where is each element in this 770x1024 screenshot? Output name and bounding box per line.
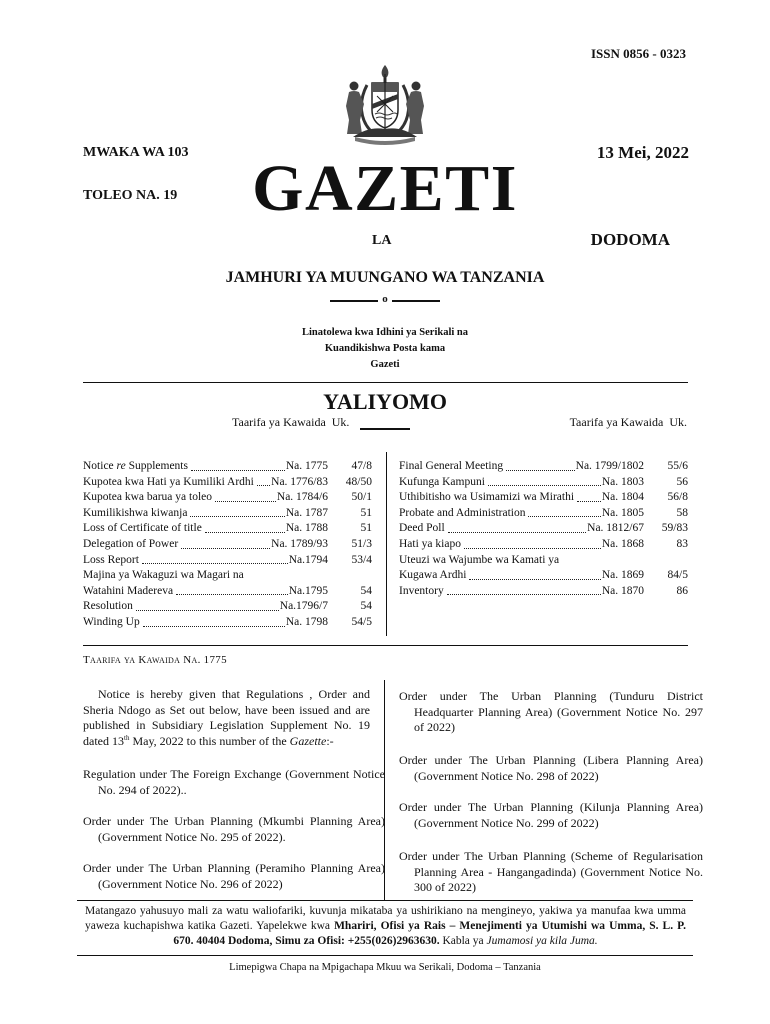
title-connector: LA: [372, 233, 392, 248]
dot-leader: [190, 516, 284, 517]
legislation-item: Order under The Urban Planning (Kilunja Planning Area) (Government Notice No. 299 of 2022): [399, 800, 703, 830]
toc-notice-number: Na. 1805: [601, 506, 644, 519]
publication-place: DODOMA: [590, 230, 670, 249]
toc-page-number: 47/8: [351, 460, 372, 472]
dot-leader: [191, 470, 285, 471]
dot-leader: [181, 548, 270, 549]
dot-leader: [205, 532, 285, 533]
gazette-title: GAZETI: [252, 152, 518, 225]
toc-entry-title: Inventory: [399, 584, 444, 597]
contents-right-list: [399, 459, 688, 599]
dot-leader: [142, 563, 288, 564]
toc-page-number: 56/8: [667, 491, 688, 504]
toc-entry-continued: [83, 568, 372, 584]
toc-entry-title: Hati ya kiapo: [399, 537, 461, 550]
title-text: Notice: [83, 460, 117, 472]
body-column-divider: [384, 680, 385, 900]
legislation-item: Order under The Urban Planning (Libera Planning Area) (Government Notice No. 298 of 2022): [399, 753, 703, 783]
toc-notice-number: Na. 1868: [601, 537, 644, 550]
toc-entry: [83, 553, 372, 569]
toc-entry-title: Deed Poll: [399, 522, 445, 535]
toc-page-number: 51: [360, 522, 372, 535]
toc-page-number: 53/4: [351, 553, 372, 566]
toc-entry-title: Watahini Madereva: [83, 584, 174, 597]
toc-page-number: 54: [360, 600, 372, 613]
toc-page-number: 84/5: [667, 569, 688, 582]
dot-leader: [215, 501, 276, 502]
toc-entry: [83, 615, 372, 631]
toc-notice-number: Na.1795: [288, 584, 328, 597]
registration-line: Kuandikishwa Posta kama: [324, 343, 446, 354]
coat-of-arms-emblem: [341, 64, 429, 148]
title-italic-text: re: [116, 460, 126, 472]
dot-leader: [488, 485, 601, 486]
toc-entry: [399, 459, 688, 475]
toc-notice-number: Na. 1776/83: [271, 475, 328, 488]
toc-page-number: 59/83: [661, 522, 688, 535]
toc-page-number: 83: [676, 537, 688, 550]
toc-page-number: 50/1: [351, 491, 372, 504]
issue-number: TOLEO NA. 19: [83, 188, 178, 203]
contents-title: YALIYOMO: [323, 389, 447, 414]
toc-entry-title: Kupotea kwa Hati ya Kumiliki Ardhi: [83, 475, 254, 488]
dot-leader: [469, 579, 600, 580]
toc-notice-number: Na. 1788: [285, 522, 328, 535]
printer-imprint: Limepigwa Chapa na Mpigachapa Mkuu wa Serikali, Dodoma – Tanzania: [229, 962, 541, 973]
submission-deadline: Jumamosi ya kila Juma.: [486, 935, 598, 947]
legislation-item: Order under The Urban Planning (Mkumbi Planning Area) (Government Notice No. 295 of 2022).: [83, 814, 385, 844]
toc-page-number: 54/5: [351, 615, 372, 628]
toc-page-number: 54: [360, 584, 372, 597]
toc-page-number: 48/50: [345, 475, 372, 488]
submission-notice-text: Kabla ya: [439, 935, 487, 947]
legislation-item: Order under The Urban Planning (Scheme of Regularisation Planning Area - Hangangadinda) (Government Notice No. 300 of 2022): [399, 849, 703, 895]
toc-entry-title: Kufunga Kampuni: [399, 475, 485, 488]
issue-date: 13 Mei, 2022: [596, 143, 689, 162]
right-supporter-figure: [406, 82, 424, 135]
notice-intro-text: May, 2022 to this number of the: [129, 733, 290, 748]
toc-page-number: 51/3: [351, 537, 372, 550]
toc-entry-title: Final General Meeting: [399, 460, 504, 472]
toc-notice-number: Na.1796/7: [279, 600, 328, 613]
ornament-rule-left: [330, 300, 378, 302]
editor-address: Mhariri, Ofisi ya Rais – Menejimenti ya Utumishi wa Umma, S. L. P. 670. 40404 Dodoma, Simu za Ofisi: +255(026)2963630.: [173, 920, 686, 947]
registration-line: Linatolewa kwa Idhini ya Serikali na: [302, 327, 468, 338]
ornament-mark: o: [382, 293, 388, 305]
toc-notice-number: Na. 1775: [285, 460, 328, 472]
toc-page-number: 56: [676, 475, 688, 488]
ornament-rule-right: [392, 300, 440, 302]
toc-notice-number: Na. 1870: [601, 584, 644, 597]
toc-entry: [83, 506, 372, 522]
toc-entry: [83, 537, 372, 553]
title-text: Supplements: [125, 460, 188, 472]
dot-leader: [577, 501, 601, 502]
toc-notice-number: Na. 1799/1802: [575, 460, 644, 472]
toc-entry-title: Delegation of Power: [83, 537, 179, 550]
masthead-divider: [83, 382, 688, 383]
toc-entry: [399, 521, 688, 537]
contents-left-list: [83, 459, 372, 631]
notice-intro-text: Notice is hereby given that Regulations , Order and Sheria Ndogo as Set out below, have been issued and are published in Subsidiary Legislation Supplement No. 19 dated 13: [83, 687, 370, 748]
toc-page-number: 55/6: [667, 460, 688, 472]
toc-entry-title: Majina ya Wakaguzi wa Magari na: [83, 569, 244, 582]
toc-entry-continued: [399, 553, 688, 569]
contents-column-divider: [386, 452, 387, 636]
contents-right-header: Taarifa ya Kawaida Uk.: [569, 415, 687, 429]
contents-bottom-rule: [83, 645, 688, 646]
toc-entry-title: Winding Up: [83, 615, 140, 628]
toc-entry: [83, 584, 372, 600]
toc-entry: [399, 475, 688, 491]
submission-notice-text: Matangazo yahusuyo mali za watu waliofariki, kuvunja mikataba ya ushirikiano na mengineyo, yakiwa ya manufaa kwa umma yaweza kuchapishwa katika Gazeti. Yapelekwe kwa: [85, 905, 686, 932]
volume-number: MWAKA WA 103: [83, 145, 189, 160]
toc-entry-title: Kugawa Ardhi: [399, 569, 467, 582]
toc-entry-title: [83, 459, 188, 475]
legislation-item: Order under The Urban Planning (Tunduru District Headquarter Planning Area) (Government Notice No. 297 of 2022): [399, 689, 703, 735]
toc-entry-title: Resolution: [83, 600, 133, 613]
toc-entry-title: Uthibitisho wa Usimamizi wa Mirathi: [399, 491, 575, 504]
toc-entry: [83, 490, 372, 506]
legislation-item: Order under The Urban Planning (Peramiho Planning Area) (Government Notice No. 296 of 2022): [83, 861, 385, 891]
toc-notice-number: Na.1794: [288, 553, 328, 566]
toc-entry: [399, 506, 688, 522]
header-underline: [360, 428, 410, 430]
left-supporter-figure: [346, 82, 364, 135]
toc-page-number: 86: [676, 584, 688, 597]
dot-leader: [506, 470, 575, 471]
toc-entry: [83, 599, 372, 615]
motto-banner: [355, 137, 415, 145]
toc-notice-number: Na. 1787: [285, 506, 328, 519]
toc-entry: [399, 537, 688, 553]
toc-entry-title: Uteuzi wa Wajumbe wa Kamati ya: [399, 553, 560, 566]
toc-notice-number: Na. 1789/93: [271, 537, 328, 550]
toc-notice-number: Na. 1869: [601, 569, 644, 582]
registration-statement: [0, 325, 770, 373]
legislation-item: Regulation under The Foreign Exchange (Government Notice No. 294 of 2022)..: [83, 767, 385, 797]
mountain-base: [353, 128, 417, 137]
shield: [372, 74, 398, 134]
registration-line: Gazeti: [370, 359, 400, 370]
toc-entry: [83, 459, 372, 475]
toc-entry: [399, 568, 688, 584]
toc-entry: [399, 490, 688, 506]
dot-leader: [528, 516, 600, 517]
toc-entry: [83, 521, 372, 537]
toc-entry-title: Probate and Administration: [399, 506, 526, 519]
toc-notice-number: Na. 1798: [285, 615, 328, 628]
toc-page-number: 51: [360, 506, 372, 519]
dot-leader: [176, 594, 288, 595]
toc-entry: [83, 475, 372, 491]
dot-leader: [464, 548, 601, 549]
issn-number: ISSN 0856 - 0323: [591, 46, 686, 61]
notice-heading: Taarifa ya Kawaida Na. 1775: [83, 654, 227, 666]
toc-entry-title: Loss Report: [83, 553, 139, 566]
toc-page-number: 58: [676, 506, 688, 519]
dot-leader: [447, 594, 601, 595]
republic-name: JAMHURI YA MUUNGANO WA TANZANIA: [225, 269, 545, 286]
dot-leader: [143, 626, 285, 627]
toc-notice-number: Na. 1803: [601, 475, 644, 488]
toc-entry-title: Loss of Certificate of title: [83, 522, 202, 535]
dot-leader: [257, 485, 270, 486]
toc-entry-title: Kumilikishwa kiwanja: [83, 506, 188, 519]
contents-left-header: Taarifa ya Kawaida Uk.: [232, 415, 350, 429]
toc-notice-number: Na. 1812/67: [587, 522, 644, 535]
gazette-italic: Gazette: [289, 733, 327, 748]
toc-notice-number: Na. 1804: [601, 491, 644, 504]
toc-entry: [399, 584, 688, 600]
footer-box-bottom-rule: [77, 955, 693, 956]
dot-leader: [136, 610, 279, 611]
notice-intro-paragraph: [83, 687, 370, 749]
toc-entry-title: Kupotea kwa barua ya toleo: [83, 491, 213, 504]
ordinal-suffix: th: [124, 733, 130, 742]
footer-box-top-rule: [77, 900, 693, 901]
dot-leader: [448, 532, 586, 533]
notice-intro-end: :-: [326, 733, 334, 748]
submission-notice: [85, 904, 686, 949]
toc-notice-number: Na. 1784/6: [276, 491, 328, 504]
